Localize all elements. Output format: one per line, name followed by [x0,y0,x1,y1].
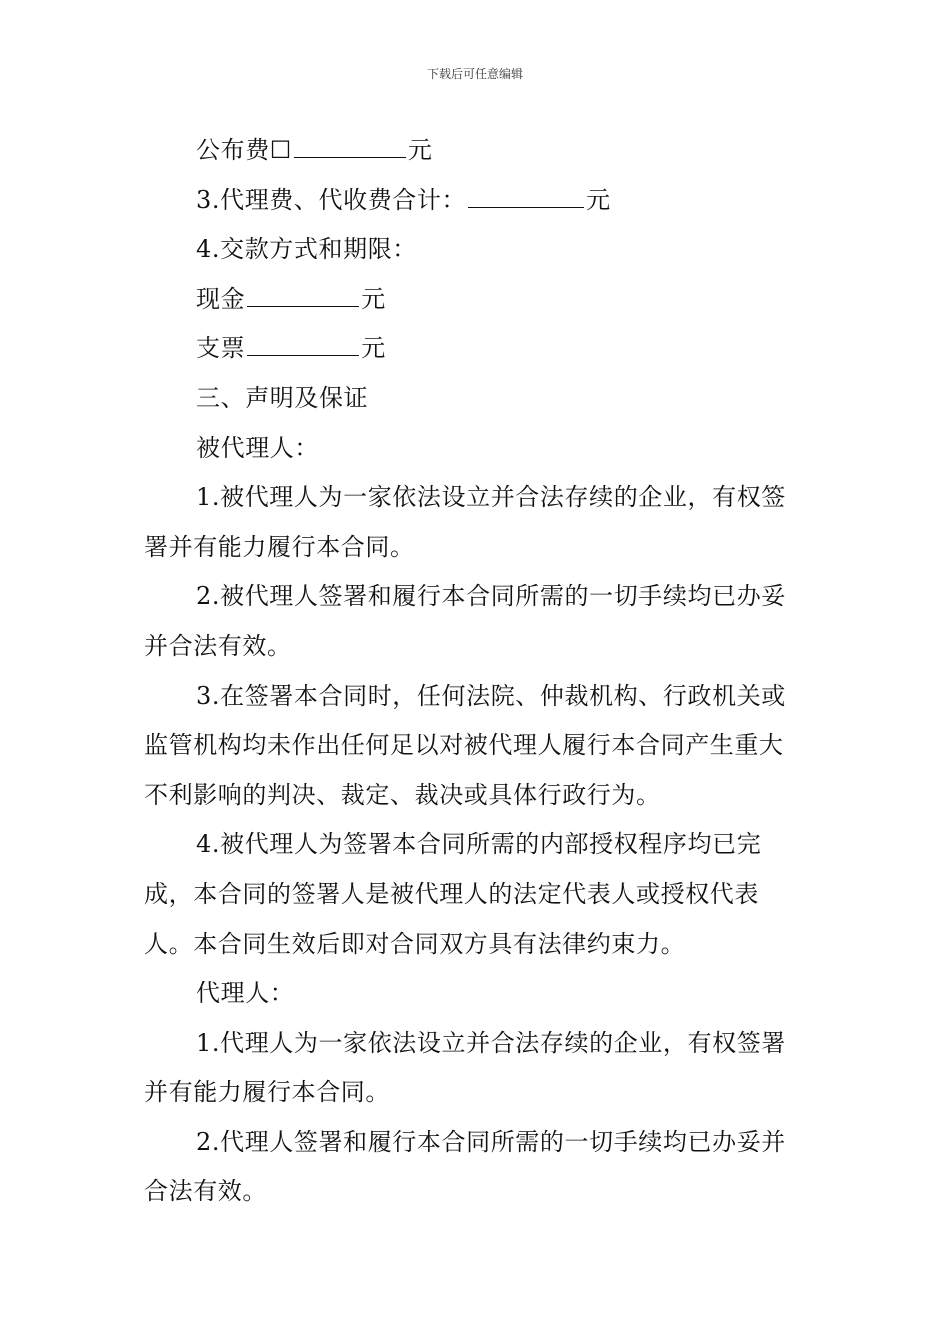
total-fee-label: 3.代理费、代收费合计： [196,185,467,214]
page-header: 下载后可任意编辑 [426,67,523,81]
publish-fee-line [144,126,808,176]
cash-blank [247,286,359,307]
total-fee-line [144,176,808,226]
principal-item: 1.被代理人为一家依法设立并合法存续的企业，有权签署并有能力履行本合同。 [144,483,786,561]
total-fee-unit: 元 [586,185,611,214]
total-fee-blank [468,187,584,208]
cash-line [144,275,808,325]
principal-heading: 被代理人： [196,433,319,462]
check-blank [247,335,359,356]
publish-fee-label: 公布费☐ [196,136,292,164]
agent-item: 2.代理人签署和履行本合同所需的一切手续均已办妥并合法有效。 [144,1127,786,1206]
publish-fee-blank [294,137,406,158]
principal-item: 4.被代理人为签署本合同所需的内部授权程序均已完成，本合同的签署人是被代理人的法定代表人或授权代表人。本合同生效后即对合同双方具有法律约束力。 [144,830,762,958]
check-line [144,324,808,374]
cash-unit: 元 [361,284,386,313]
payment-heading: 4.交款方式和期限： [196,235,417,264]
agent-item: 1.代理人为一家依法设立并合法存续的企业，有权签署并有能力履行本合同。 [144,1028,786,1107]
cash-label: 现金 [196,284,246,313]
principal-item: 2.被代理人签署和履行本合同所需的一切手续均已办妥并合法有效。 [144,582,786,660]
check-unit: 元 [361,334,386,363]
agent-heading: 代理人： [196,979,295,1008]
publish-fee-unit: 元 [407,136,433,164]
section-title: 三、声明及保证 [196,383,369,412]
check-label: 支票 [196,334,246,363]
principal-item: 3.在签署本合同时，任何法院、仲裁机构、行政机关或监管机构均未作出任何足以对被代理人履行本合同产生重大不利影响的判决、裁定、裁决或具体行政行为。 [144,681,786,809]
document-body [144,126,808,1217]
